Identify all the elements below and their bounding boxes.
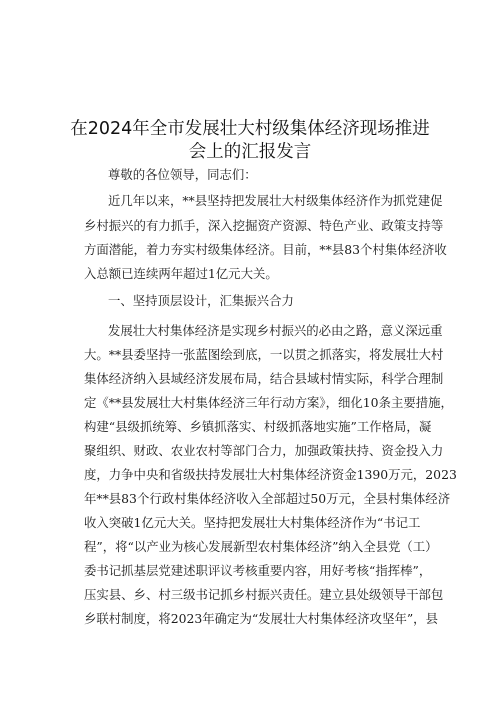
- salutation: 尊敬的各位领导，同志们：: [108, 167, 257, 182]
- paragraph-2-line: 集体经济纳入县域经济发展布局，结合县域村情实际，科学合理制: [84, 371, 444, 386]
- paragraph-1-line: 入总额已连续两年超过1亿元大关。: [84, 266, 278, 281]
- paragraph-2-line: 度，力争中央和省级扶持发展壮大村集体经济资金1390万元，2023: [84, 467, 457, 482]
- paragraph-2-line: 大。**县委坚持一张蓝图绘到底，一以贯之抓落实，将发展壮大村: [84, 347, 444, 362]
- paragraph-2-line: 收入突破1亿元大关。坚持把发展壮大村集体经济作为“书记工: [84, 515, 421, 530]
- paragraph-1-line: 方面潜能，着力夯实村级集体经济。目前，**县83个村集体经济收: [84, 242, 447, 257]
- paragraph-2-line: 压实县、乡、村三级书记抓乡村振兴责任。建立县处级领导干部包: [84, 587, 444, 602]
- paragraph-1-line: 乡村振兴的有力抓手，深入挖掘资产资源、特色产业、政策支持等: [84, 218, 444, 233]
- section-heading: 一、坚持顶层设计，汇集振兴合力: [108, 293, 294, 308]
- paragraph-1-line: 近几年以来，**县坚持把发展壮大村级集体经济作为抓党建促: [108, 193, 443, 208]
- paragraph-2-line: 程”，将“以产业为核心发展新型农村集体经济”纳入全县党（工）: [84, 539, 438, 554]
- paragraph-2-line: 构建“县级抓统筹、乡镇抓落实、村级抓落地实施”工作格局，凝: [84, 419, 432, 434]
- paragraph-2-line: 委书记抓基层党建述职评议考核重要内容，用好考核“指挥棒”，: [84, 563, 432, 578]
- paragraph-2-line: 乡联村制度，将2023年确定为“发展壮大村集体经济攻坚年”，县: [84, 611, 438, 626]
- paragraph-2-line: 发展壮大村集体经济是实现乡村振兴的必由之路，意义深远重: [108, 323, 443, 338]
- document-title-line-2: 会上的汇报发言: [188, 142, 312, 162]
- paragraph-2-line: 年**县83个行政村集体经济收入全部超过50万元，全县村集体经济: [84, 491, 451, 506]
- paragraph-2-line: 定《**县发展壮大村集体经济三年行动方案》，细化10条主要措施，: [84, 395, 453, 410]
- document-title-line-1: 在2024年全市发展壮大村级集体经济现场推进: [70, 119, 430, 139]
- paragraph-2-line: 聚组织、财政、农业农村等部门合力，加强政策扶持、资金投入力: [84, 443, 444, 458]
